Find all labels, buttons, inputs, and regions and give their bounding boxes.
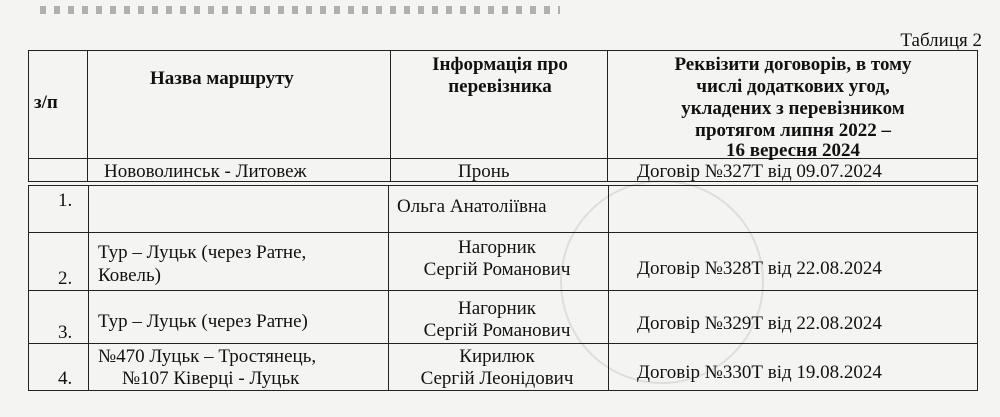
body-col-divider-1 [88, 185, 89, 391]
header-req-line5: 16 вересня 2024 [725, 140, 861, 161]
header-col-divider-2 [390, 50, 391, 182]
header-num: з/п [34, 92, 58, 113]
header-req-line3: укладених з перевізником [681, 98, 905, 119]
carrier-surname: Кирилюк [459, 346, 535, 367]
carrier-surname: Нагорник [457, 237, 537, 258]
header-col-divider-3 [607, 50, 608, 182]
header-route: Назва маршруту [150, 68, 294, 89]
route-name-line2: Ковель) [98, 265, 161, 286]
header-carrier-line1: Інформація про [432, 54, 568, 75]
route-name-line1: №470 Луцьк – Тростянець, [98, 346, 317, 367]
route-name-line1: Тур – Луцьк (через Ратне, [98, 242, 307, 263]
row1-carrier-surname: Пронь [458, 161, 510, 182]
row1-bottom-rule [28, 232, 978, 233]
header-req-line1: Реквізити договорів, в тому [674, 54, 912, 75]
row1-route: Нововолинськ - Литовеж [104, 161, 307, 182]
route-name-line2: №107 Ківерці - Луцьк [122, 368, 300, 389]
carrier-name: Сергій Леонідович [420, 368, 574, 389]
carrier-name: Сергій Романович [423, 320, 571, 341]
route-name-line1: Тур – Луцьк (через Ратне) [98, 311, 308, 332]
header-col-divider-1 [87, 50, 88, 182]
carrier-surname: Нагорник [457, 298, 537, 319]
table-caption: Таблиця 2 [900, 30, 982, 51]
header-carrier-line2: перевізника [448, 76, 552, 97]
contract-details: Договір №328Т від 22.08.2024 [637, 258, 882, 279]
row-number: 3. [58, 322, 73, 343]
row-number: 1. [58, 190, 73, 211]
row2-bottom-rule [28, 290, 978, 291]
row-number: 4. [58, 368, 73, 389]
scan-artifact-header [40, 6, 560, 14]
body-col-divider-3 [608, 185, 609, 391]
row1-carrier-name: Ольга Анатоліївна [397, 196, 547, 217]
header-req-line4: протягом липня 2022 – [695, 120, 891, 141]
header-req-line2: числі додаткових угод, [696, 76, 890, 97]
contract-details: Договір №330Т від 19.08.2024 [637, 362, 882, 383]
body-col-divider-2 [388, 185, 389, 391]
row1-contract: Договір №327Т від 09.07.2024 [637, 161, 882, 182]
row-number: 2. [58, 268, 73, 289]
contract-details: Договір №329Т від 22.08.2024 [637, 313, 882, 334]
carrier-name: Сергій Романович [423, 259, 571, 280]
row3-bottom-rule [28, 343, 978, 344]
